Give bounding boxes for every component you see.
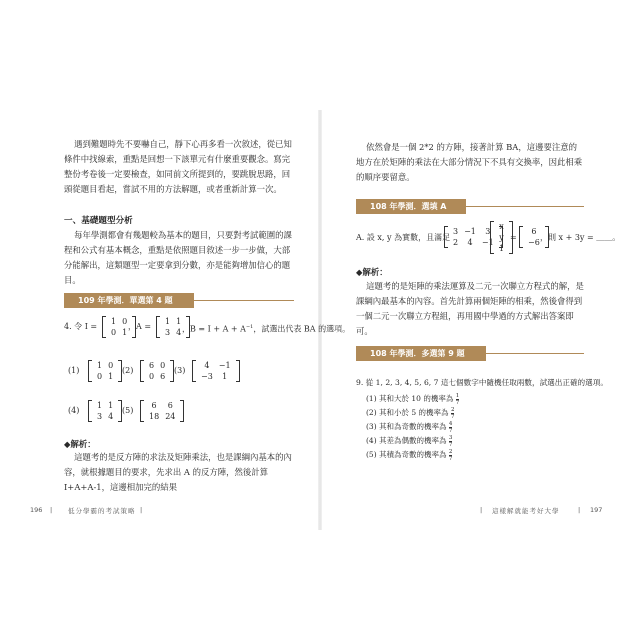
solution-label: ◆解析： — [64, 439, 96, 449]
question-2-choice-4: (4) 其差為偶數的機率為 $\frac{3}{7}$ — [366, 434, 453, 448]
footer-start-mark-icon: | — [480, 506, 483, 514]
footer-end-mark-icon: | — [140, 506, 143, 514]
question-2-choice-3: (3) 其和為奇數的機率為 $\frac{4}{7}$ — [366, 420, 453, 434]
question-1-vector: x y 1 — [490, 221, 513, 254]
option-5-matrix: 6 6 18 24 — [140, 400, 184, 422]
footer-book-title-right: 這樣解就能考好大學 — [492, 507, 560, 515]
section-heading: 一、基礎題型分析 — [64, 216, 133, 226]
option-2-label: (2) — [122, 366, 134, 375]
footer-divider-icon: | — [50, 506, 53, 514]
right-intro-paragraph: 依然會是一個 2*2 的方陣，接著計算 BA，這邊要注意的地方在於矩陣的乘法在大部分情況下不具有交換率，因此相乘的順序要留意。 — [356, 142, 583, 182]
footer-page-number-right: 197 — [590, 506, 603, 514]
question-b-definition: ，$B = I + A + A^{-1}$，試選出代表 BA 的選項。 — [182, 324, 351, 334]
banner-rule-1 — [466, 206, 584, 207]
matrix-i: 1 0 0 1 — [102, 316, 136, 338]
footer-book-title: 低分學霸的考試策略 — [68, 507, 136, 515]
option-1-label: (1) — [68, 366, 80, 375]
option-4-label: (4) — [68, 406, 80, 415]
option-1-matrix: 1 0 0 1 — [88, 360, 122, 382]
question-1-suffix: ，則 x + 3y = ＿＿。 — [540, 233, 621, 242]
option-4-matrix: 1 1 3 4 — [88, 400, 122, 422]
question-prefix: 4. 令 I = — [64, 322, 98, 331]
right-page — [320, 0, 640, 640]
solution-1-paragraph: 這題考的是矩陣的乘法運算及二元一次聯立方程式的解，是課綱內最基本的內容。首先計算兩個矩陣的相乘，然後會得到一個二元一次聯立方程組，再用國中學過的方式解出答案即可。 — [356, 281, 584, 336]
question-banner-2: 108 年學測．多選第 9 題 — [356, 346, 486, 361]
matrix-a: 1 1 3 4 — [156, 316, 190, 338]
question-banner-1: 108 年學測．選填 A — [356, 199, 466, 214]
section-paragraph: 每年學測都會有幾題較為基本的題目，只要對考試範圍的課程和公式有基本概念，重點是依照題目敘述一步一步做，大部分能解出，這類題型一定要拿到分數，亦是能夠增加信心的題目。 — [64, 230, 292, 285]
solution-1-label: ◆解析： — [356, 267, 388, 277]
footer-divider-icon-right: | — [578, 506, 581, 514]
question-1-equals: = — [510, 233, 517, 242]
intro-paragraph: 遇到難題時先不要嚇自己，靜下心再多看一次敘述，從已知條件中找線索，重點是回想一下該單元有什麼重要觀念。寫完整份考卷後一定要檢查，如同前文所提到的，要跳脫思路，回頭從題目看起，嘗試不用的方法解題，或者重新計算一次。 — [64, 139, 292, 194]
question-1-matrix: 3 −1 3 2 4 −1 — [444, 226, 503, 248]
solution-paragraph: 這題考的是反方陣的求法及矩陣乘法，也是課綱內基本的內容，就根據題目的要求，先求出 A 的反方陣，然後計算 I+A+A-1，這邊相加完的結果 — [64, 452, 292, 492]
banner-rule — [194, 300, 294, 301]
question-a-label: ，A = — [128, 322, 152, 331]
question-banner: 109 年學測．單選第 4 題 — [64, 293, 194, 308]
question-2-choice-2: (2) 其和小於 5 的機率為 $\frac{2}{7}$ — [366, 406, 455, 420]
question-1-result: 6 −6 — [519, 226, 549, 248]
option-3-matrix: 4 −1 −3 1 — [192, 360, 240, 382]
option-5-label: (5) — [122, 406, 134, 415]
question-1-prefix: A. 設 x, y 為實數，且滿足 — [356, 233, 451, 242]
footer-page-number: 196 — [30, 506, 43, 514]
banner-rule-2 — [486, 353, 584, 354]
question-2-choice-5: (5) 其積為奇數的機率為 $\frac{2}{7}$ — [366, 448, 453, 462]
question-2-choice-1: (1) 其和大於 10 的機率為 $\frac{1}{7}$ — [366, 392, 460, 406]
option-3-label: (3) — [174, 366, 186, 375]
option-2-matrix: 6 0 0 6 — [140, 360, 174, 382]
question-2-text: 9. 從 1, 2, 3, 4, 5, 6, 7 這七個數字中隨機任取兩數，試選出正確的選項。 — [356, 378, 608, 387]
